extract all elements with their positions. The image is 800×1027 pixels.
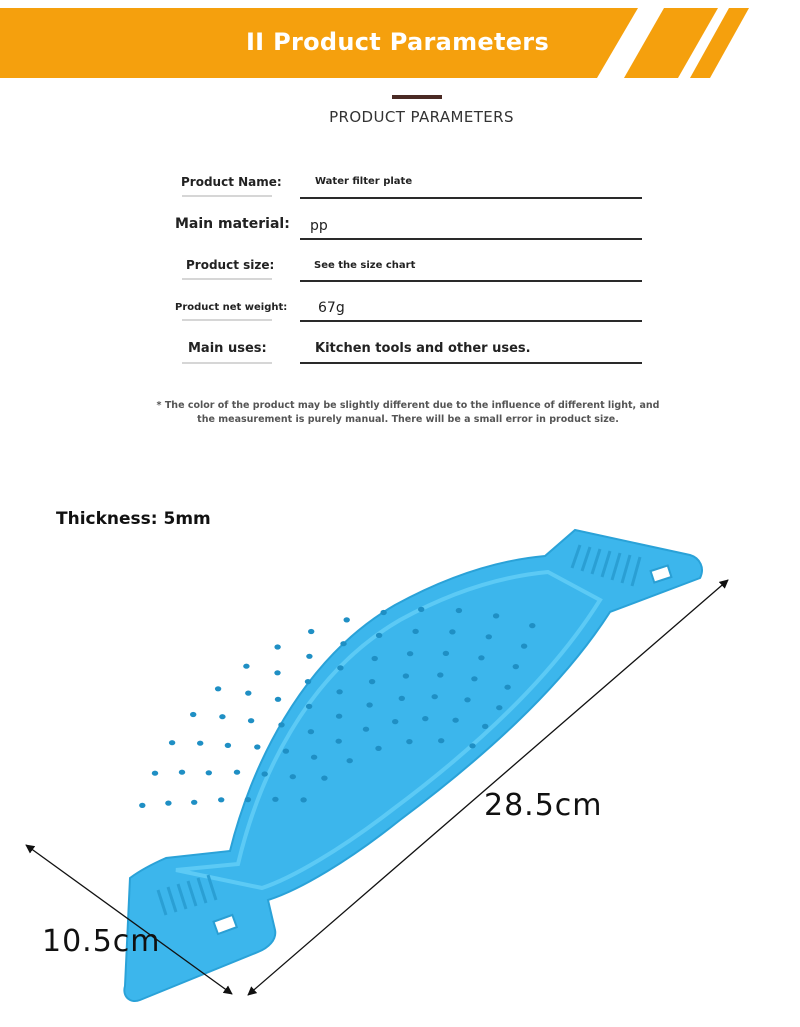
section-title: PRODUCT PARAMETERS — [329, 108, 514, 126]
drain-hole — [452, 718, 458, 723]
param-value: See the size chart — [314, 260, 416, 271]
param-label: Product size: — [186, 258, 275, 272]
row-underline — [300, 197, 642, 199]
drain-hole — [165, 801, 171, 806]
drain-hole — [418, 607, 424, 612]
width-dimension-label: 10.5cm — [42, 924, 161, 959]
drain-hole — [300, 797, 306, 802]
drain-hole — [437, 672, 443, 677]
drain-hole — [283, 749, 289, 754]
label-underline — [182, 362, 272, 364]
param-value: 67g — [318, 300, 345, 316]
drain-hole — [529, 623, 535, 628]
drain-hole — [219, 714, 225, 719]
label-underline — [182, 195, 272, 197]
drain-hole — [308, 629, 314, 634]
drain-hole — [336, 739, 342, 744]
drain-hole — [245, 797, 251, 802]
drain-hole — [179, 770, 185, 775]
drain-hole — [380, 610, 386, 615]
param-row-product-name — [0, 168, 800, 208]
row-underline — [300, 362, 642, 364]
drain-hole — [486, 634, 492, 639]
drain-hole — [336, 689, 342, 694]
drain-hole — [504, 685, 510, 690]
drain-hole — [369, 679, 375, 684]
row-underline — [300, 320, 642, 322]
drain-hole — [206, 770, 212, 775]
header-banner — [0, 0, 800, 90]
drain-hole — [513, 664, 519, 669]
length-dimension-label: 28.5cm — [484, 788, 603, 823]
drain-hole — [376, 633, 382, 638]
drain-hole — [366, 702, 372, 707]
drain-hole — [406, 739, 412, 744]
label-underline — [182, 319, 272, 321]
drain-hole — [248, 718, 254, 723]
param-row-main-material — [0, 209, 800, 249]
drain-hole — [190, 712, 196, 717]
section-divider — [392, 95, 442, 99]
row-underline — [300, 280, 642, 282]
drain-hole — [275, 697, 281, 702]
drain-hole — [407, 651, 413, 656]
drain-hole — [469, 743, 475, 748]
drain-hole — [191, 800, 197, 805]
param-row-product-size — [0, 251, 800, 291]
param-label: Main material: — [175, 216, 290, 232]
row-underline — [300, 238, 642, 240]
drain-hole — [344, 617, 350, 622]
drain-hole — [471, 676, 477, 681]
param-value: Kitchen tools and other uses. — [315, 341, 531, 356]
drain-hole — [243, 664, 249, 669]
drain-hole — [399, 696, 405, 701]
drain-hole — [363, 727, 369, 732]
drain-hole — [197, 741, 203, 746]
drain-hole — [254, 744, 260, 749]
drain-hole — [139, 803, 145, 808]
drain-hole — [449, 629, 455, 634]
param-row-main-uses — [0, 334, 800, 374]
drain-hole — [308, 729, 314, 734]
drain-hole — [336, 714, 342, 719]
param-value: Water filter plate — [315, 176, 413, 187]
drain-hole — [521, 644, 527, 649]
strainer-plate — [124, 530, 702, 1001]
drain-hole — [443, 651, 449, 656]
drain-hole — [290, 774, 296, 779]
drain-hole — [347, 758, 353, 763]
drain-hole — [372, 656, 378, 661]
drain-hole — [262, 771, 268, 776]
drain-hole — [456, 608, 462, 613]
drain-hole — [337, 665, 343, 670]
param-row-net-weight — [0, 292, 800, 332]
drain-hole — [478, 655, 484, 660]
drain-hole — [215, 686, 221, 691]
drain-hole — [464, 697, 470, 702]
drain-hole — [272, 797, 278, 802]
drain-hole — [438, 738, 444, 743]
drain-hole — [311, 755, 317, 760]
drain-hole — [218, 797, 224, 802]
banner-title: II Product Parameters — [245, 28, 550, 56]
drain-hole — [375, 746, 381, 751]
disclaimer-note: * The color of the product may be slightly different due to the influence of different light, and the measurement is purely manual. There will be a small error in product size. — [156, 400, 660, 425]
drain-hole — [482, 724, 488, 729]
drain-hole — [432, 694, 438, 699]
drain-hole — [225, 743, 231, 748]
drain-hole — [493, 613, 499, 618]
drain-hole — [306, 654, 312, 659]
drain-hole — [305, 679, 311, 684]
drain-hole — [422, 716, 428, 721]
drain-hole — [496, 705, 502, 710]
drain-hole — [234, 770, 240, 775]
drain-hole — [412, 629, 418, 634]
drain-hole — [278, 722, 284, 727]
param-value: pp — [310, 218, 328, 234]
drain-hole — [321, 776, 327, 781]
drain-hole — [245, 691, 251, 696]
label-underline — [182, 278, 272, 280]
drain-hole — [340, 641, 346, 646]
param-label: Main uses: — [188, 341, 267, 356]
param-label: Product Name: — [181, 175, 282, 189]
drain-hole — [152, 771, 158, 776]
drain-hole — [274, 670, 280, 675]
drain-hole — [169, 740, 175, 745]
param-label: Product net weight: — [175, 302, 288, 313]
drain-hole — [392, 719, 398, 724]
thickness-label: Thickness: 5mm — [56, 509, 211, 529]
drain-hole — [306, 704, 312, 709]
drain-hole — [274, 644, 280, 649]
drain-hole — [403, 673, 409, 678]
